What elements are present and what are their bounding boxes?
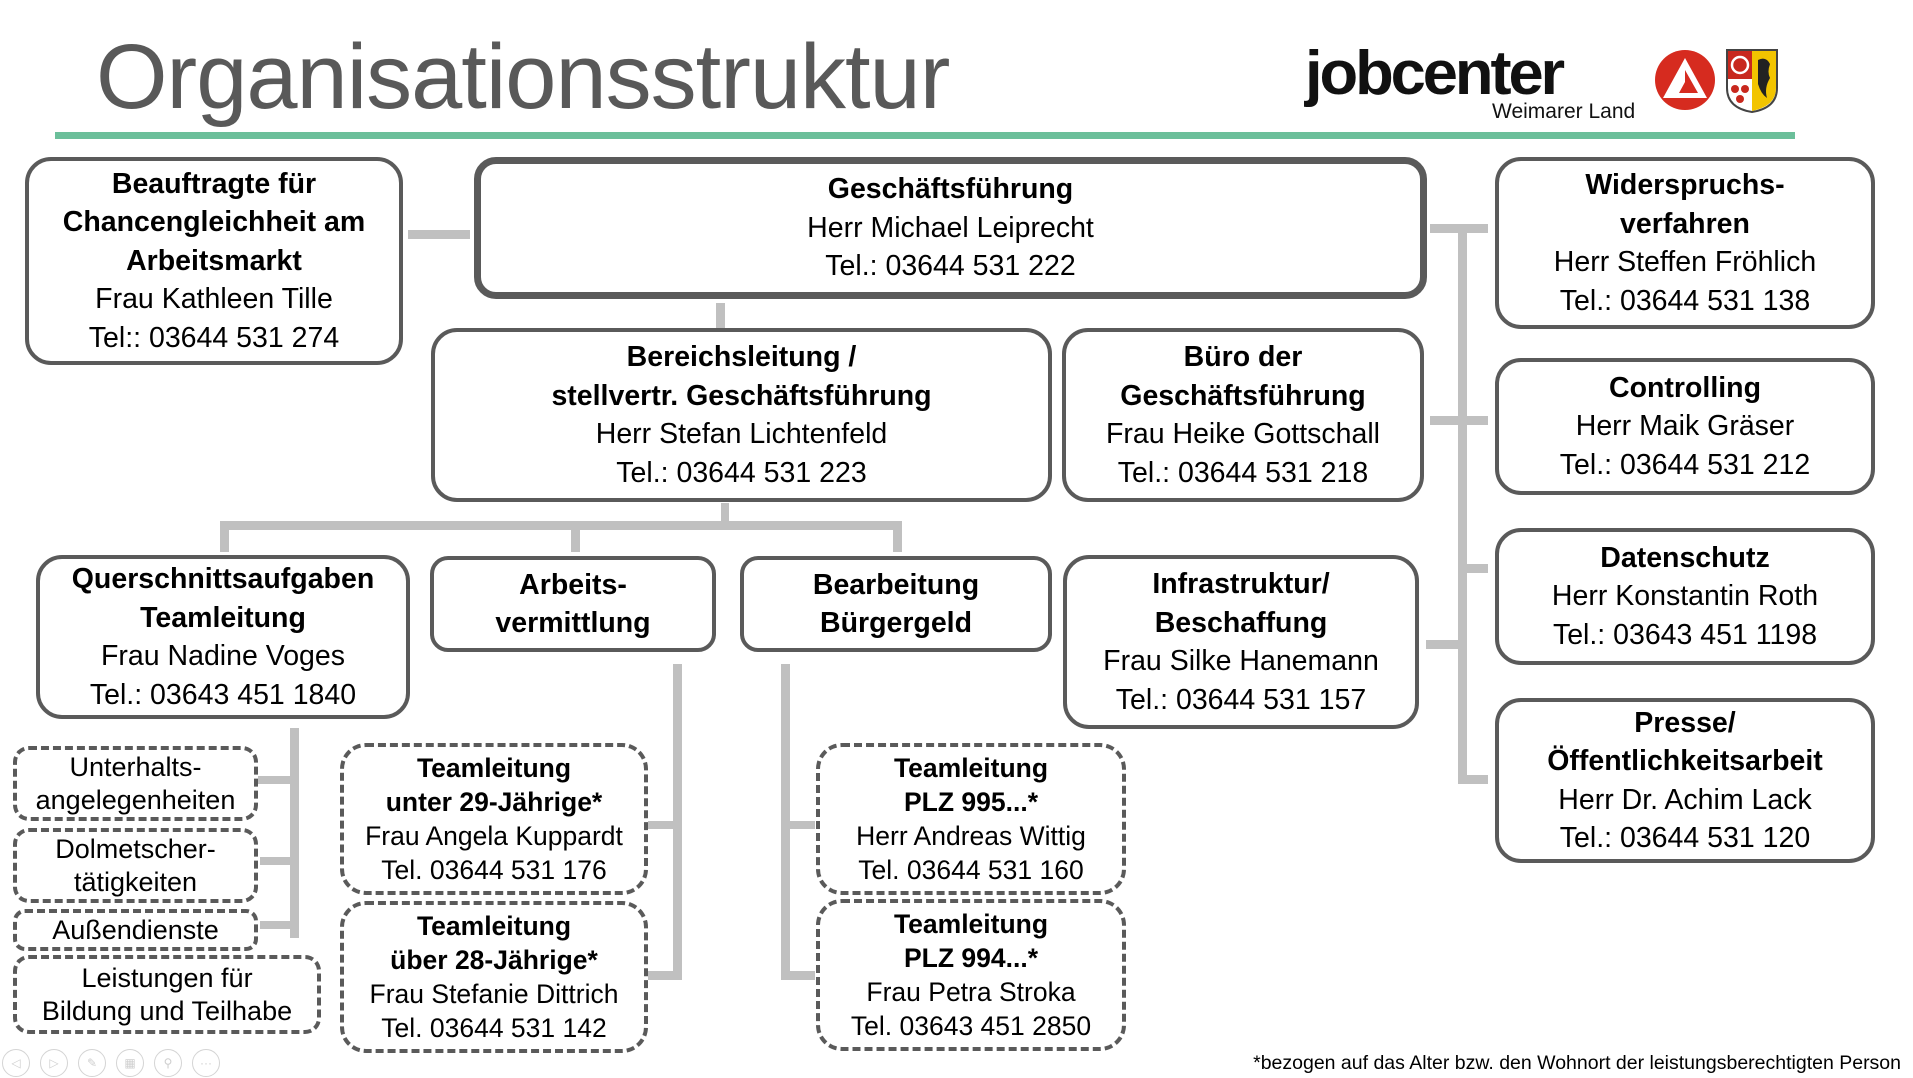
- unit-title: Außendienste: [52, 914, 219, 945]
- unit-phone: Tel. 03644 531 176: [381, 855, 607, 885]
- unit-title: PLZ 994...*: [903, 943, 1039, 973]
- unit-person: Frau Heike Gottschall: [1105, 418, 1381, 450]
- unit-person: Frau Kathleen Tille: [95, 283, 333, 316]
- org-unit-buero: [1062, 328, 1424, 502]
- unit-title: Teamleitung: [140, 601, 306, 634]
- unit-person: Frau Nadine Voges: [101, 640, 345, 672]
- unit-title: angelegenheiten: [35, 784, 236, 815]
- chevron-left-icon: ◁: [11, 1056, 21, 1070]
- org-unit-teamleitung-plz995: [816, 743, 1126, 895]
- org-unit-arbeitsvermittlung: [430, 556, 716, 652]
- org-unit-bereichsleitung: [431, 328, 1052, 502]
- unit-person: Frau Stefanie Dittrich: [369, 979, 619, 1009]
- unit-person: Frau Silke Hanemann: [1103, 645, 1379, 677]
- org-unit-teamleitung-ue28: [340, 901, 648, 1053]
- connector: [258, 776, 292, 784]
- logo-wordmark: jobcenter: [1305, 39, 1563, 108]
- connector: [260, 921, 292, 929]
- org-unit-controlling: [1495, 358, 1875, 495]
- org-unit-teamleitung-plz994: [816, 899, 1126, 1051]
- chevron-right-icon: ▷: [49, 1056, 59, 1070]
- org-unit-dolmetscher: [13, 828, 258, 903]
- arbeitsagentur-icon: [1653, 48, 1717, 112]
- unit-person: Herr Konstantin Roth: [1551, 580, 1819, 613]
- header-rule: [55, 132, 1795, 139]
- unit-phone: Tel. 03644 531 160: [858, 855, 1084, 885]
- unit-person: Herr Andreas Wittig: [856, 821, 1086, 851]
- unit-title: Dolmetscher-: [55, 833, 216, 864]
- unit-title: Teamleitung: [416, 753, 572, 783]
- unit-phone: Tel.: 03643 451 1198: [1552, 618, 1818, 651]
- org-unit-infrastruktur: [1063, 555, 1419, 729]
- unit-title: Beschaffung: [1154, 606, 1328, 639]
- page-title: Organisationsstruktur: [96, 26, 950, 128]
- unit-person: Frau Angela Kuppardt: [365, 821, 623, 851]
- connector: [290, 728, 299, 938]
- org-unit-datenschutz: [1495, 528, 1875, 665]
- unit-title: Büro der: [1183, 341, 1303, 373]
- connector: [781, 821, 815, 829]
- magnifier-icon: ⚲: [163, 1056, 173, 1070]
- unit-title: Bereichsleitung /: [626, 341, 857, 373]
- unit-phone: Tel.: 03643 451 1840: [89, 678, 357, 711]
- connector: [721, 503, 729, 523]
- org-unit-bildung-teilhabe: [13, 955, 321, 1034]
- unit-person: Herr Michael Leiprecht: [807, 211, 1094, 244]
- unit-title: Widerspruchs-: [1585, 169, 1785, 201]
- unit-title: Bildung und Teilhabe: [41, 995, 293, 1026]
- unit-title: Unterhalts-: [69, 751, 202, 782]
- unit-phone: Tel. 03643 451 2850: [850, 1011, 1092, 1041]
- connector: [716, 303, 725, 329]
- unit-title: Geschäftsführung: [827, 173, 1074, 206]
- unit-title: Arbeitsmarkt: [126, 244, 302, 277]
- org-unit-widerspruch: [1495, 157, 1875, 329]
- unit-person: Herr Steffen Fröhlich: [1553, 246, 1817, 278]
- unit-title: unter 29-Jährige*: [385, 787, 603, 817]
- connector: [781, 971, 815, 980]
- zoom-button[interactable]: [154, 1049, 182, 1077]
- unit-phone: Tel.: 03644 531 222: [825, 250, 1076, 283]
- pen-icon: ✎: [86, 1056, 98, 1070]
- ellipsis-icon: ···: [200, 1056, 212, 1070]
- connector: [408, 230, 470, 239]
- unit-title: Arbeits-: [519, 568, 627, 601]
- slides-overview-button[interactable]: [116, 1049, 144, 1077]
- unit-phone: Tel.: 03644 531 138: [1559, 284, 1811, 317]
- unit-phone: Tel.: 03644 531 223: [616, 456, 867, 489]
- next-slide-button[interactable]: [40, 1049, 68, 1077]
- unit-phone: Tel.: 03644 531 120: [1559, 822, 1811, 854]
- org-unit-querschnitt: [36, 555, 410, 719]
- unit-title: Controlling: [1609, 371, 1761, 404]
- unit-title: Bürgergeld: [819, 607, 973, 639]
- connector: [571, 521, 580, 552]
- jobcenter-logo: [1305, 40, 1785, 130]
- unit-title: stellvertr. Geschäftsführung: [551, 379, 932, 412]
- unit-title: tätigkeiten: [73, 866, 198, 897]
- unit-phone: Tel. 03644 531 142: [381, 1013, 607, 1043]
- unit-person: Herr Stefan Lichtenfeld: [595, 418, 888, 450]
- unit-phone: Tel.: 03644 531 212: [1559, 448, 1811, 481]
- unit-person: Frau Petra Stroka: [866, 977, 1076, 1007]
- unit-title: Querschnittsaufgaben: [71, 563, 375, 595]
- unit-phone: Tel.: 03644 531 157: [1115, 683, 1367, 716]
- unit-title: Datenschutz: [1600, 541, 1770, 574]
- unit-title: PLZ 995...*: [903, 787, 1039, 817]
- connector: [648, 971, 682, 980]
- connector: [1458, 775, 1488, 784]
- org-unit-gleichstellung: [25, 157, 403, 365]
- org-unit-presse: [1495, 698, 1875, 863]
- unit-title: Leistungen für: [81, 962, 253, 993]
- unit-title: Chancengleichheit am: [62, 206, 366, 239]
- unit-title: Infrastruktur/: [1152, 568, 1330, 600]
- more-options-button[interactable]: [192, 1049, 220, 1077]
- unit-title: Teamleitung: [893, 909, 1049, 939]
- connector: [1430, 416, 1488, 425]
- unit-title: Teamleitung: [416, 911, 572, 941]
- unit-title: Beauftragte für: [111, 167, 317, 200]
- unit-title: verfahren: [1620, 207, 1750, 240]
- footnote: *bezogen auf das Alter bzw. den Wohnort der leistungsberechtigten Person: [1253, 1052, 1901, 1074]
- slideshow-controls: [2, 1049, 220, 1077]
- connector: [220, 521, 902, 530]
- unit-title: Geschäftsführung: [1120, 379, 1366, 412]
- unit-person: Herr Dr. Achim Lack: [1558, 783, 1812, 816]
- org-unit-buergergeld: [740, 556, 1052, 652]
- unit-title: über 28-Jährige*: [390, 945, 598, 975]
- connector: [1458, 224, 1467, 784]
- org-unit-geschaeftsfuehrung: [474, 157, 1427, 299]
- unit-title: vermittlung: [495, 607, 651, 639]
- connector: [1426, 640, 1466, 649]
- connector: [648, 821, 680, 829]
- connector: [260, 857, 292, 865]
- unit-title: Presse/: [1634, 706, 1736, 739]
- pen-button[interactable]: [78, 1049, 106, 1077]
- connector: [1458, 564, 1488, 573]
- unit-title: Bearbeitung: [812, 568, 980, 601]
- coat-of-arms-icon: [1725, 48, 1779, 114]
- unit-phone: Tel:: 03644 531 274: [88, 321, 340, 354]
- org-unit-aussendienst: [13, 909, 258, 951]
- org-unit-teamleitung-u29: [340, 743, 648, 895]
- unit-title: Öffentlichkeitsarbeit: [1547, 745, 1823, 777]
- unit-phone: Tel.: 03644 531 218: [1117, 456, 1369, 489]
- slides-grid-icon: ▦: [124, 1056, 136, 1070]
- unit-person: Herr Maik Gräser: [1575, 410, 1795, 443]
- connector: [220, 521, 229, 552]
- unit-title: Teamleitung: [893, 753, 1049, 783]
- logo-subtitle: Weimarer Land: [1492, 100, 1636, 123]
- org-unit-unterhalt: [13, 746, 258, 821]
- previous-slide-button[interactable]: [2, 1049, 30, 1077]
- connector: [893, 521, 902, 552]
